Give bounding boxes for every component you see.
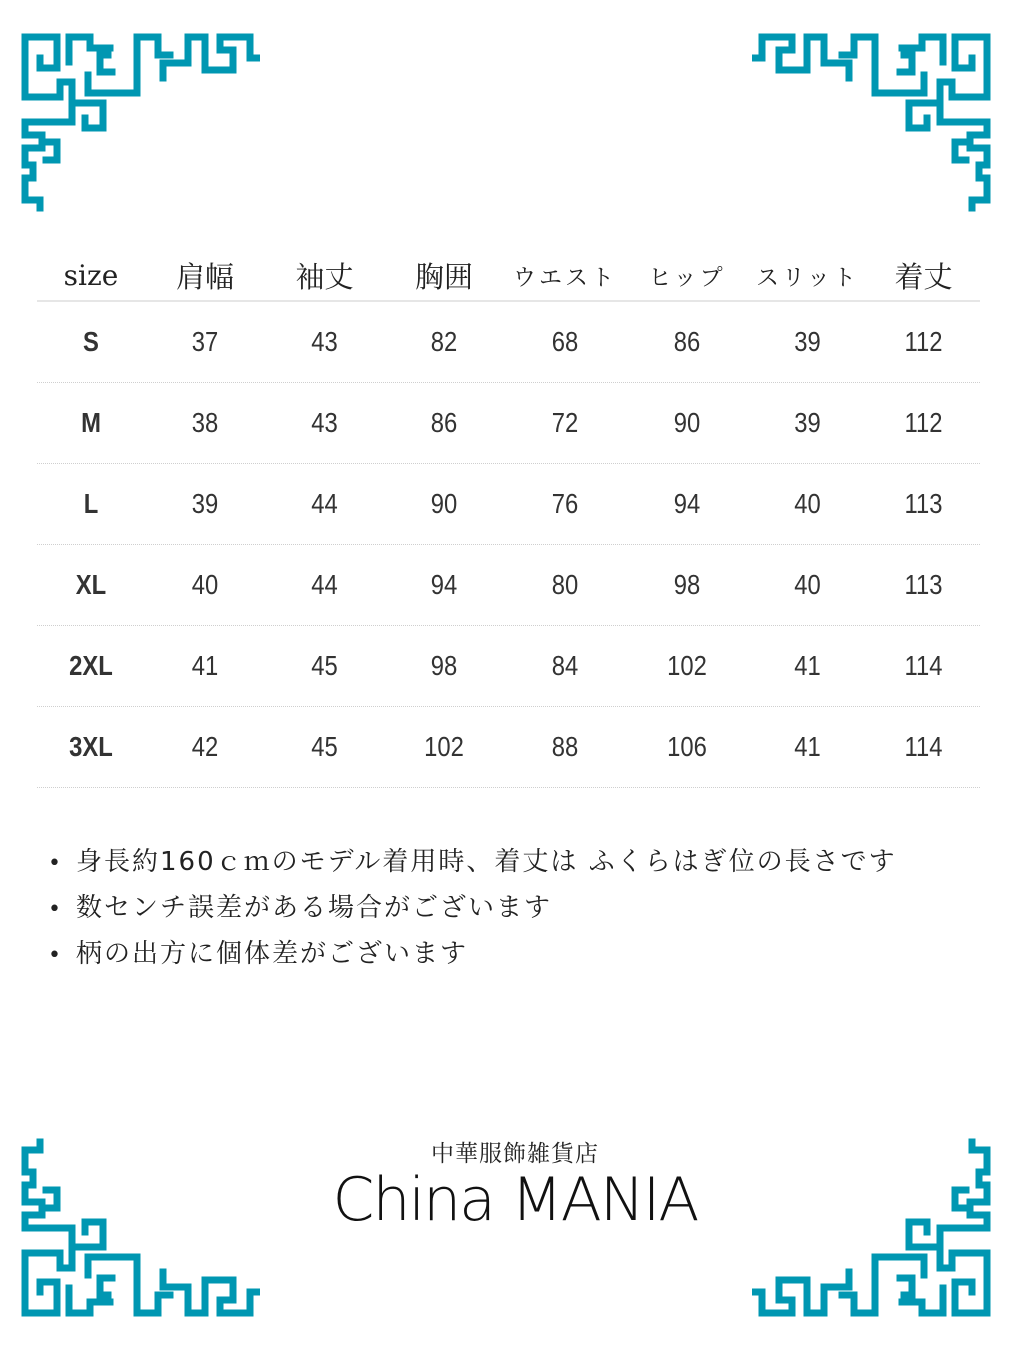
measurement-cell: 112 bbox=[904, 407, 943, 438]
measurement-cell: 43 bbox=[311, 326, 338, 357]
corner-ornament-bottom-left bbox=[0, 1135, 260, 1350]
measurement-cell: 39 bbox=[794, 407, 821, 438]
header-length: 着丈 bbox=[894, 259, 953, 294]
measurement-cell: 68 bbox=[551, 326, 579, 357]
header-hip: ヒップ bbox=[648, 264, 726, 291]
measurement-cell: 38 bbox=[191, 407, 219, 438]
corner-ornament-top-left bbox=[0, 0, 260, 215]
table-row bbox=[37, 707, 980, 788]
size-label-cell: L bbox=[83, 488, 99, 519]
measurement-cell: 41 bbox=[794, 731, 821, 762]
note-item: • 柄の出方に個体差がございます bbox=[48, 932, 897, 978]
measurement-cell: 42 bbox=[191, 731, 219, 762]
measurement-cell: 84 bbox=[551, 650, 579, 681]
measurement-cell: 98 bbox=[430, 650, 458, 681]
measurement-cell: 37 bbox=[191, 326, 219, 357]
notes-list bbox=[48, 840, 897, 978]
table-row bbox=[37, 545, 980, 626]
header-size: size bbox=[63, 258, 119, 292]
size-table bbox=[37, 250, 980, 788]
measurement-cell: 40 bbox=[191, 569, 219, 600]
measurement-cell: 45 bbox=[311, 650, 338, 681]
measurement-cell: 86 bbox=[673, 326, 701, 357]
brand-name: China MANIA bbox=[332, 1165, 698, 1235]
header-waist: ウエスト bbox=[513, 264, 617, 291]
measurement-cell: 102 bbox=[667, 650, 707, 681]
brand-subtitle: 中華服飾雑貨店 bbox=[431, 1141, 599, 1167]
corner-ornament-bottom-right bbox=[752, 1135, 1012, 1350]
measurement-cell: 82 bbox=[430, 326, 458, 357]
measurement-cell: 86 bbox=[430, 407, 458, 438]
header-shoulder: 肩幅 bbox=[175, 259, 234, 294]
measurement-cell: 43 bbox=[311, 407, 338, 438]
header-sleeve: 袖丈 bbox=[295, 259, 354, 294]
measurement-cell: 41 bbox=[794, 650, 821, 681]
measurement-cell: 44 bbox=[311, 488, 338, 519]
measurement-cell: 45 bbox=[311, 731, 338, 762]
table-row bbox=[37, 383, 980, 464]
corner-ornament-top-right bbox=[752, 0, 1012, 215]
measurement-cell: 41 bbox=[191, 650, 219, 681]
measurement-cell: 72 bbox=[551, 407, 579, 438]
size-label-cell: 2XL bbox=[69, 650, 113, 681]
table-row bbox=[37, 302, 980, 383]
measurement-cell: 94 bbox=[430, 569, 458, 600]
measurement-cell: 98 bbox=[673, 569, 701, 600]
measurement-cell: 102 bbox=[424, 731, 464, 762]
measurement-cell: 106 bbox=[667, 731, 707, 762]
note-item: • 数センチ誤差がある場合がございます bbox=[48, 886, 897, 932]
measurement-cell: 40 bbox=[794, 488, 821, 519]
size-label-cell: M bbox=[81, 407, 101, 438]
measurement-cell: 44 bbox=[311, 569, 338, 600]
measurement-cell: 114 bbox=[904, 650, 943, 681]
table-header bbox=[37, 250, 980, 302]
size-label-cell: 3XL bbox=[69, 731, 113, 762]
table-row bbox=[37, 464, 980, 545]
measurement-cell: 76 bbox=[551, 488, 579, 519]
measurement-cell: 39 bbox=[794, 326, 821, 357]
measurement-cell: 39 bbox=[191, 488, 219, 519]
measurement-cell: 114 bbox=[904, 731, 943, 762]
table-row bbox=[37, 626, 980, 707]
measurement-cell: 113 bbox=[904, 488, 943, 519]
measurement-cell: 40 bbox=[794, 569, 821, 600]
size-label-cell: S bbox=[83, 326, 99, 357]
header-chest: 胸囲 bbox=[414, 259, 473, 294]
measurement-cell: 113 bbox=[904, 569, 943, 600]
note-item: • 身長約160ｃｍのモデル着用時、着丈は ふくらはぎ位の長さです bbox=[48, 840, 897, 886]
header-slit: スリット bbox=[755, 264, 860, 291]
measurement-cell: 80 bbox=[551, 569, 579, 600]
measurement-cell: 94 bbox=[673, 488, 701, 519]
size-label-cell: XL bbox=[75, 569, 107, 600]
measurement-cell: 90 bbox=[430, 488, 458, 519]
measurement-cell: 88 bbox=[551, 731, 579, 762]
measurement-cell: 112 bbox=[904, 326, 943, 357]
measurement-cell: 90 bbox=[673, 407, 701, 438]
